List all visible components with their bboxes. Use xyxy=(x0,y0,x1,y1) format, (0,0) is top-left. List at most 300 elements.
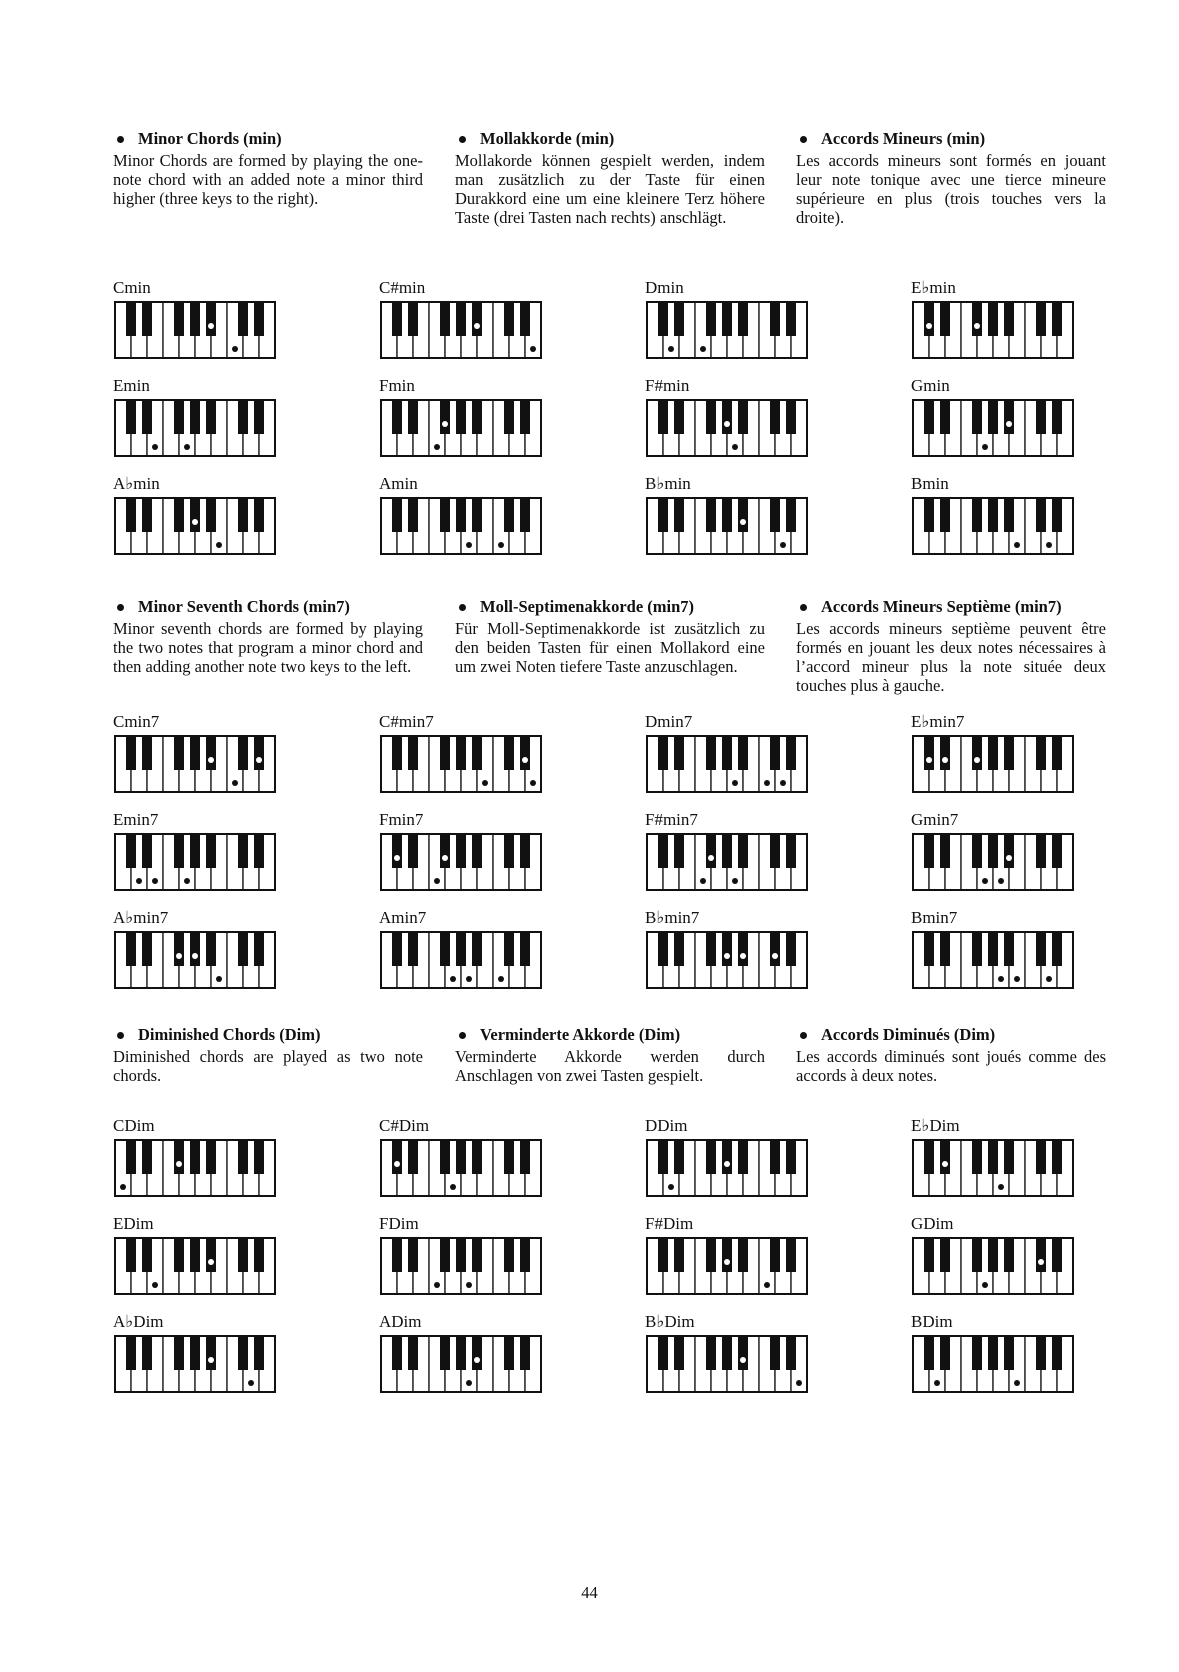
header-french xyxy=(796,128,1106,227)
black-key xyxy=(174,302,184,336)
black-key xyxy=(190,834,200,868)
keyboard-diagram xyxy=(379,496,543,556)
black-key xyxy=(472,1336,482,1370)
black-key xyxy=(472,932,482,966)
note-dot xyxy=(152,1282,158,1288)
black-key xyxy=(972,400,982,434)
black-key xyxy=(472,498,482,532)
note-dot xyxy=(442,421,448,427)
note-dot xyxy=(482,780,488,786)
black-key xyxy=(254,736,264,770)
black-key xyxy=(142,400,152,434)
chord-label: F#min7 xyxy=(645,810,698,829)
note-dot xyxy=(530,780,536,786)
black-key xyxy=(924,736,934,770)
chord-diagram xyxy=(645,908,820,988)
black-key xyxy=(392,302,402,336)
keyboard-diagram xyxy=(113,496,277,556)
header-german xyxy=(455,1024,765,1085)
black-key xyxy=(126,1238,136,1272)
black-key xyxy=(972,932,982,966)
bullet-icon xyxy=(117,136,124,143)
chord-diagram xyxy=(113,278,288,358)
note-dot xyxy=(176,1161,182,1167)
note-dot xyxy=(668,1184,674,1190)
black-key xyxy=(674,834,684,868)
black-key xyxy=(786,1238,796,1272)
note-dot xyxy=(1014,542,1020,548)
black-key xyxy=(456,1140,466,1174)
note-dot xyxy=(152,878,158,884)
chord-diagram xyxy=(113,1214,288,1294)
section-title: Mollakkorde (min) xyxy=(455,128,765,150)
section-title: Minor Seventh Chords (min7) xyxy=(113,596,423,618)
black-key xyxy=(658,400,668,434)
keyboard-diagram xyxy=(911,1334,1075,1394)
black-key xyxy=(706,498,716,532)
note-dot xyxy=(1014,1380,1020,1386)
black-key xyxy=(770,1238,780,1272)
black-key xyxy=(1052,1238,1062,1272)
black-key xyxy=(456,1238,466,1272)
chord-diagram xyxy=(911,474,1086,554)
note-dot xyxy=(208,1259,214,1265)
black-key xyxy=(674,1336,684,1370)
black-key xyxy=(174,932,184,966)
chord-diagram xyxy=(379,474,554,554)
section-title: Accords Mineurs (min) xyxy=(796,128,1106,150)
chord-label: E♭Dim xyxy=(911,1116,960,1135)
black-key xyxy=(238,400,248,434)
black-key xyxy=(456,932,466,966)
black-key xyxy=(408,498,418,532)
keyboard-diagram xyxy=(911,832,1075,892)
black-key xyxy=(142,736,152,770)
black-key xyxy=(504,932,514,966)
note-dot xyxy=(998,878,1004,884)
black-key xyxy=(456,498,466,532)
black-key xyxy=(142,1140,152,1174)
keyboard-diagram xyxy=(645,398,809,458)
section-description: Verminderte Akkorde werden durch Anschlagen von zwei Tasten gespielt. xyxy=(455,1047,765,1085)
black-key xyxy=(674,1140,684,1174)
black-key xyxy=(722,736,732,770)
black-key xyxy=(658,834,668,868)
chord-label: B♭Dim xyxy=(645,1312,695,1331)
black-key xyxy=(254,932,264,966)
chord-diagram xyxy=(911,1116,1086,1196)
black-key xyxy=(924,1238,934,1272)
section-title: Minor Chords (min) xyxy=(113,128,423,150)
chord-diagram xyxy=(113,908,288,988)
black-key xyxy=(472,834,482,868)
chord-label: CDim xyxy=(113,1116,155,1135)
chord-diagram xyxy=(113,712,288,792)
section-description: Minor Chords are formed by playing the one-note chord with an added note a minor third higher (three keys to the right). xyxy=(113,151,423,208)
note-dot xyxy=(724,1259,730,1265)
black-key xyxy=(770,932,780,966)
chord-label: ADim xyxy=(379,1312,422,1331)
black-key xyxy=(408,1140,418,1174)
black-key xyxy=(472,302,482,336)
keyboard-diagram xyxy=(113,398,277,458)
black-key xyxy=(392,1140,402,1174)
note-dot xyxy=(184,444,190,450)
black-key xyxy=(722,302,732,336)
black-key xyxy=(988,1336,998,1370)
keyboard-diagram xyxy=(911,930,1075,990)
black-key xyxy=(174,736,184,770)
chord-label: Cmin7 xyxy=(113,712,160,731)
black-key xyxy=(786,932,796,966)
note-dot xyxy=(232,346,238,352)
black-key xyxy=(972,834,982,868)
black-key xyxy=(206,1238,216,1272)
black-key xyxy=(988,400,998,434)
chord-label: Gmin xyxy=(911,376,950,395)
black-key xyxy=(1036,1238,1046,1272)
chord-diagram xyxy=(113,1116,288,1196)
note-dot xyxy=(192,953,198,959)
black-key xyxy=(1052,498,1062,532)
chord-diagram xyxy=(645,376,820,456)
chord-diagram xyxy=(113,474,288,554)
black-key xyxy=(174,834,184,868)
keyboard-diagram xyxy=(113,832,277,892)
keyboard-diagram xyxy=(645,1138,809,1198)
black-key xyxy=(924,302,934,336)
black-key xyxy=(770,400,780,434)
chord-label: Emin7 xyxy=(113,810,159,829)
black-key xyxy=(392,1238,402,1272)
note-dot xyxy=(982,1282,988,1288)
black-key xyxy=(190,1336,200,1370)
keyboard-diagram xyxy=(379,1334,543,1394)
black-key xyxy=(738,932,748,966)
black-key xyxy=(988,498,998,532)
chord-diagram xyxy=(911,1312,1086,1392)
chord-diagram xyxy=(113,376,288,456)
black-key xyxy=(674,302,684,336)
header-french xyxy=(796,1024,1106,1085)
black-key xyxy=(924,1336,934,1370)
black-key xyxy=(440,932,450,966)
note-dot xyxy=(780,542,786,548)
black-key xyxy=(440,498,450,532)
chord-label: Bmin7 xyxy=(911,908,958,927)
black-key xyxy=(972,302,982,336)
chord-diagram xyxy=(379,376,554,456)
chord-diagram xyxy=(645,1312,820,1392)
keyboard-diagram xyxy=(113,1236,277,1296)
black-key xyxy=(440,1238,450,1272)
black-key xyxy=(520,498,530,532)
black-key xyxy=(520,302,530,336)
black-key xyxy=(254,498,264,532)
black-key xyxy=(408,400,418,434)
keyboard-diagram xyxy=(113,930,277,990)
keyboard-diagram xyxy=(911,1236,1075,1296)
chord-diagram xyxy=(911,1214,1086,1294)
keyboard-diagram xyxy=(911,398,1075,458)
black-key xyxy=(738,736,748,770)
black-key xyxy=(504,400,514,434)
black-key xyxy=(722,932,732,966)
note-dot xyxy=(466,1282,472,1288)
chord-diagram xyxy=(911,908,1086,988)
keyboard-diagram xyxy=(645,300,809,360)
chord-label: Amin xyxy=(379,474,418,493)
chord-label: BDim xyxy=(911,1312,953,1331)
note-dot xyxy=(120,1184,126,1190)
keyboard-diagram xyxy=(113,734,277,794)
bullet-icon xyxy=(800,136,807,143)
note-dot xyxy=(232,780,238,786)
chord-label: Dmin7 xyxy=(645,712,693,731)
black-key xyxy=(238,1238,248,1272)
note-dot xyxy=(530,346,536,352)
black-key xyxy=(738,302,748,336)
black-key xyxy=(190,498,200,532)
black-key xyxy=(674,932,684,966)
black-key xyxy=(126,400,136,434)
black-key xyxy=(786,498,796,532)
note-dot xyxy=(772,953,778,959)
black-key xyxy=(722,1336,732,1370)
note-dot xyxy=(256,757,262,763)
black-key xyxy=(1036,834,1046,868)
black-key xyxy=(206,498,216,532)
note-dot xyxy=(176,953,182,959)
keyboard-diagram xyxy=(911,300,1075,360)
black-key xyxy=(504,498,514,532)
chord-label: A♭min xyxy=(113,474,160,493)
black-key xyxy=(472,1140,482,1174)
black-key xyxy=(392,400,402,434)
black-key xyxy=(238,932,248,966)
chord-label: Dmin xyxy=(645,278,684,297)
black-key xyxy=(1036,1336,1046,1370)
keyboard-diagram xyxy=(645,496,809,556)
chord-diagram xyxy=(379,908,554,988)
header-english xyxy=(113,596,423,676)
black-key xyxy=(988,834,998,868)
black-key xyxy=(738,834,748,868)
black-key xyxy=(786,834,796,868)
black-key xyxy=(940,736,950,770)
black-key xyxy=(972,1238,982,1272)
note-dot xyxy=(1006,855,1012,861)
black-key xyxy=(472,736,482,770)
black-key xyxy=(408,302,418,336)
chord-label: C#Dim xyxy=(379,1116,430,1135)
note-dot xyxy=(498,542,504,548)
black-key xyxy=(456,400,466,434)
black-key xyxy=(658,498,668,532)
chord-label: FDim xyxy=(379,1214,419,1233)
black-key xyxy=(408,736,418,770)
chord-label: B♭min7 xyxy=(645,908,700,927)
black-key xyxy=(658,1238,668,1272)
black-key xyxy=(142,498,152,532)
note-dot xyxy=(184,878,190,884)
note-dot xyxy=(732,878,738,884)
black-key xyxy=(440,834,450,868)
section-description: Minor seventh chords are formed by playing the two notes that program a minor chord and then adding another note two keys to the left. xyxy=(113,619,423,676)
keyboard-diagram xyxy=(645,930,809,990)
black-key xyxy=(126,1140,136,1174)
chord-diagram xyxy=(911,712,1086,792)
black-key xyxy=(408,834,418,868)
black-key xyxy=(392,736,402,770)
black-key xyxy=(206,736,216,770)
note-dot xyxy=(724,1161,730,1167)
black-key xyxy=(254,1336,264,1370)
page-number: 44 xyxy=(581,1583,598,1602)
chord-label: A♭Dim xyxy=(113,1312,164,1331)
chord-label: C#min xyxy=(379,278,426,297)
note-dot xyxy=(708,855,714,861)
note-dot xyxy=(466,976,472,982)
black-key xyxy=(988,1238,998,1272)
black-key xyxy=(504,1336,514,1370)
black-key xyxy=(392,498,402,532)
black-key xyxy=(1004,302,1014,336)
note-dot xyxy=(724,421,730,427)
black-key xyxy=(1052,302,1062,336)
black-key xyxy=(1052,400,1062,434)
black-key xyxy=(706,400,716,434)
black-key xyxy=(190,736,200,770)
chord-label: Gmin7 xyxy=(911,810,959,829)
note-dot xyxy=(522,757,528,763)
chord-diagram xyxy=(645,712,820,792)
note-dot xyxy=(732,780,738,786)
black-key xyxy=(190,302,200,336)
bullet-icon xyxy=(117,604,124,611)
header-french xyxy=(796,596,1106,695)
black-key xyxy=(254,302,264,336)
note-dot xyxy=(1014,976,1020,982)
black-key xyxy=(786,1140,796,1174)
note-dot xyxy=(394,1161,400,1167)
black-key xyxy=(206,302,216,336)
black-key xyxy=(504,834,514,868)
section-title: Moll-Septimenakkorde (min7) xyxy=(455,596,765,618)
black-key xyxy=(520,400,530,434)
black-key xyxy=(206,834,216,868)
section-title: Accords Mineurs Septième (min7) xyxy=(796,596,1106,618)
note-dot xyxy=(764,780,770,786)
note-dot xyxy=(998,1184,1004,1190)
black-key xyxy=(126,1336,136,1370)
note-dot xyxy=(442,855,448,861)
keyboard-diagram xyxy=(911,496,1075,556)
black-key xyxy=(1036,400,1046,434)
black-key xyxy=(658,1140,668,1174)
chord-label: Amin7 xyxy=(379,908,427,927)
black-key xyxy=(238,1336,248,1370)
header-german xyxy=(455,128,765,227)
black-key xyxy=(706,932,716,966)
keyboard-diagram xyxy=(911,734,1075,794)
black-key xyxy=(392,932,402,966)
chord-diagram xyxy=(911,810,1086,890)
chord-diagram xyxy=(379,810,554,890)
note-dot xyxy=(942,757,948,763)
note-dot xyxy=(982,878,988,884)
black-key xyxy=(658,736,668,770)
black-key xyxy=(972,1140,982,1174)
chord-diagram xyxy=(113,810,288,890)
black-key xyxy=(786,400,796,434)
black-key xyxy=(174,400,184,434)
black-key xyxy=(722,1238,732,1272)
note-dot xyxy=(724,953,730,959)
note-dot xyxy=(974,757,980,763)
black-key xyxy=(770,736,780,770)
black-key xyxy=(174,1238,184,1272)
note-dot xyxy=(974,323,980,329)
note-dot xyxy=(208,323,214,329)
note-dot xyxy=(1006,421,1012,427)
black-key xyxy=(142,302,152,336)
black-key xyxy=(520,736,530,770)
keyboard-diagram xyxy=(379,1138,543,1198)
black-key xyxy=(392,834,402,868)
chord-label: Fmin7 xyxy=(379,810,424,829)
black-key xyxy=(1036,498,1046,532)
black-key xyxy=(722,1140,732,1174)
black-key xyxy=(1052,932,1062,966)
note-dot xyxy=(796,1380,802,1386)
chord-diagram xyxy=(911,376,1086,456)
black-key xyxy=(706,736,716,770)
black-key xyxy=(770,498,780,532)
section-title: Verminderte Akkorde (Dim) xyxy=(455,1024,765,1046)
black-key xyxy=(238,736,248,770)
note-dot xyxy=(668,346,674,352)
black-key xyxy=(440,736,450,770)
chord-diagram xyxy=(379,1116,554,1196)
chord-diagram xyxy=(379,1312,554,1392)
black-key xyxy=(126,736,136,770)
black-key xyxy=(504,302,514,336)
bullet-icon xyxy=(800,1032,807,1039)
black-key xyxy=(706,834,716,868)
black-key xyxy=(254,1140,264,1174)
header-english xyxy=(113,1024,423,1085)
keyboard-diagram xyxy=(379,398,543,458)
black-key xyxy=(738,400,748,434)
note-dot xyxy=(934,1380,940,1386)
black-key xyxy=(722,498,732,532)
note-dot xyxy=(466,1380,472,1386)
chord-label: E♭min xyxy=(911,278,956,297)
black-key xyxy=(658,932,668,966)
chord-label: Fmin xyxy=(379,376,415,395)
black-key xyxy=(456,1336,466,1370)
black-key xyxy=(738,1140,748,1174)
note-dot xyxy=(434,444,440,450)
keyboard-diagram xyxy=(645,1334,809,1394)
note-dot xyxy=(926,757,932,763)
chord-diagram xyxy=(911,278,1086,358)
black-key xyxy=(126,302,136,336)
black-key xyxy=(126,498,136,532)
chord-label: E♭min7 xyxy=(911,712,965,731)
black-key xyxy=(706,302,716,336)
